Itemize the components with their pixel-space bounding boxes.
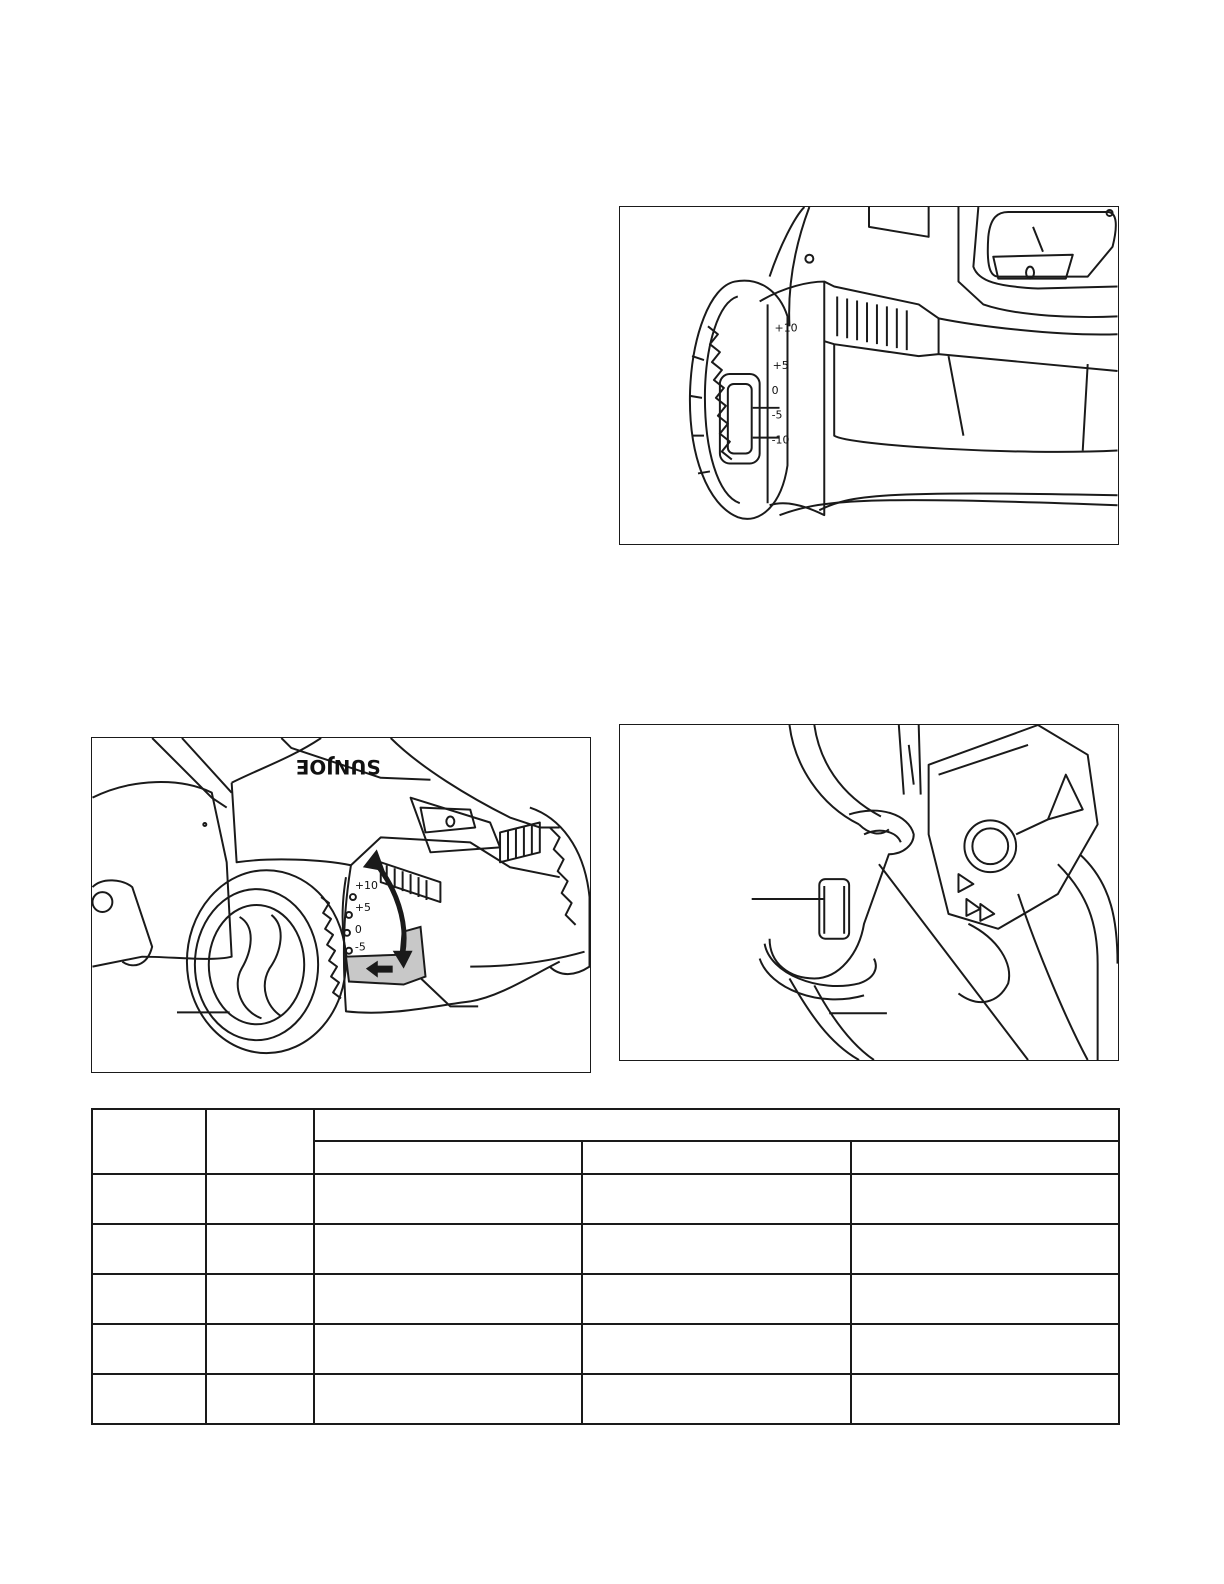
table-row	[92, 1374, 1119, 1424]
table-subheader-col3	[314, 1141, 582, 1174]
brand-logo: SUNJOE	[295, 754, 381, 778]
table-cell	[92, 1374, 206, 1424]
handle-clamp-figure	[619, 724, 1119, 1061]
table-row	[92, 1274, 1119, 1324]
table-cell	[582, 1374, 850, 1424]
scale-label-zero: 0	[771, 383, 779, 397]
table-header-col2	[206, 1109, 314, 1174]
table-cell	[582, 1324, 850, 1374]
table-cell	[314, 1224, 582, 1274]
table-cell	[206, 1324, 314, 1374]
table-cell	[92, 1174, 206, 1224]
table-cell	[582, 1274, 850, 1324]
scale-label-minus5: -5	[771, 408, 783, 422]
table-row	[92, 1224, 1119, 1274]
scale-label-plus5: +5	[772, 359, 789, 373]
table-cell	[206, 1224, 314, 1274]
table-cell	[92, 1274, 206, 1324]
table-cell	[851, 1274, 1119, 1324]
table-cell	[206, 1174, 314, 1224]
table-cell	[92, 1324, 206, 1374]
depth-scale-closeup-drawing	[620, 207, 1118, 544]
depth-scale-labels	[772, 321, 798, 446]
scale-label-zero: 0	[354, 922, 362, 936]
table-header-row	[92, 1109, 1119, 1141]
table-cell	[314, 1274, 582, 1324]
scale-label-minus5: -5	[354, 940, 366, 954]
scale-label-plus10: +10	[774, 321, 798, 335]
table-cell	[851, 1324, 1119, 1374]
scale-label-minus10: -10	[771, 433, 790, 447]
settings-table	[91, 1108, 1120, 1425]
table-cell	[314, 1374, 582, 1424]
scale-label-plus10: +10	[354, 879, 378, 893]
table-subheader-col5	[851, 1141, 1119, 1174]
depth-adjust-lever-figure	[91, 737, 591, 1073]
table-cell	[851, 1174, 1119, 1224]
table-header-group	[314, 1109, 1119, 1141]
table-cell	[92, 1224, 206, 1274]
table-subheader-col4	[582, 1141, 850, 1174]
table-row	[92, 1324, 1119, 1374]
table-cell	[582, 1174, 850, 1224]
table-header-col1	[92, 1109, 206, 1174]
depth-scale-closeup-figure	[619, 206, 1119, 545]
scale-label-plus5: +5	[354, 900, 372, 914]
handle-clamp-drawing	[620, 725, 1118, 1060]
table-cell	[206, 1374, 314, 1424]
table-cell	[851, 1224, 1119, 1274]
table-cell	[314, 1174, 582, 1224]
table-cell	[206, 1274, 314, 1324]
depth-adjust-lever-drawing	[92, 738, 590, 1072]
table-row	[92, 1174, 1119, 1224]
table-cell	[851, 1374, 1119, 1424]
lever-scale-labels	[355, 879, 378, 954]
table-cell	[582, 1224, 850, 1274]
table-cell	[314, 1324, 582, 1374]
